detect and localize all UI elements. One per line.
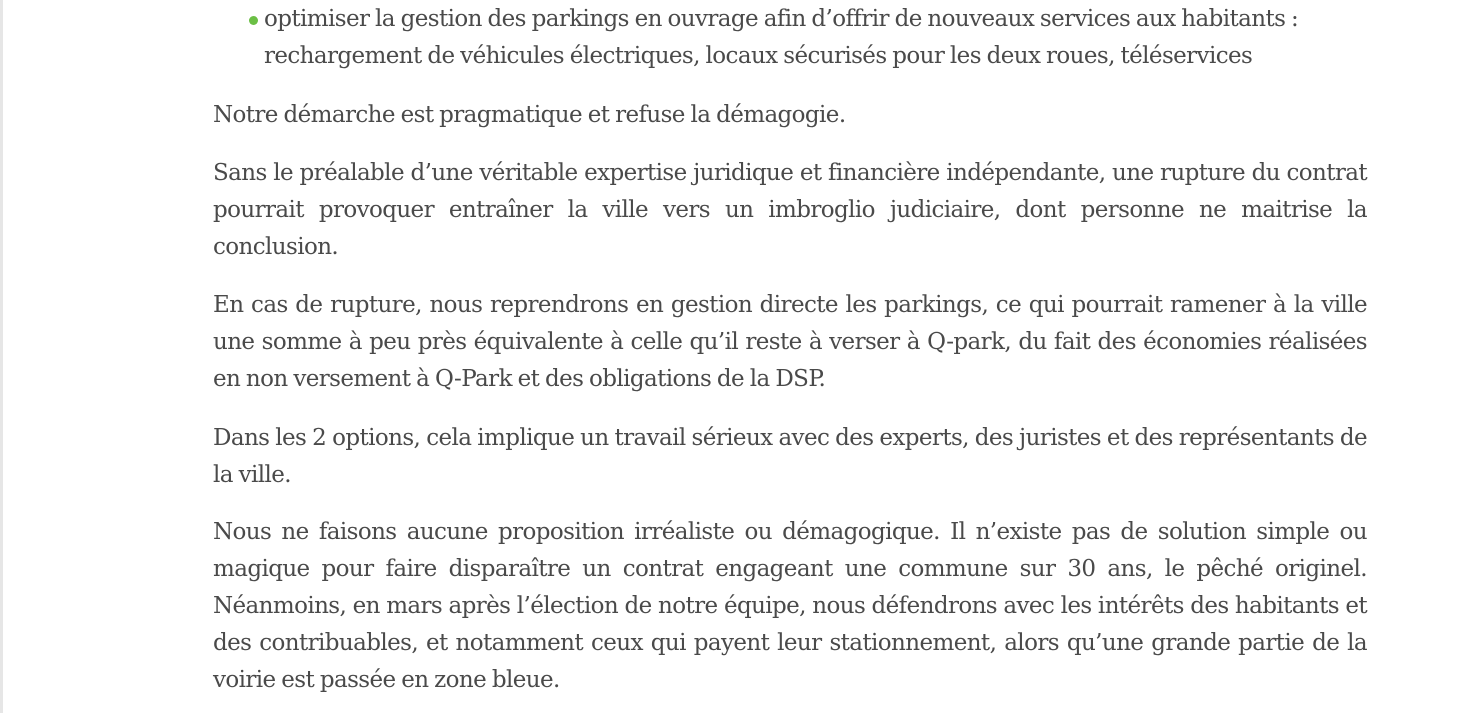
bullet-item-parking-services xyxy=(246,1,1367,75)
paragraph-direct-management: En cas de rupture, nous reprendrons en gestion directe les parkings, ce qui pourrait ramener à la ville une somme à peu près équivalente à celle qu’il reste à verser à Q-park, du fait des économies réalisées en non versement à Q-Park et des obligations de la DSP. xyxy=(213,292,1367,392)
bullet-text: optimiser la gestion des parkings en ouvrage afin d’offrir de nouveaux services aux habitants : rechargement de véhicules électriques, locaux sécurisés pour les deux roues, téléservices xyxy=(264,6,1299,69)
paragraph-approach: Notre démarche est pragmatique et refuse la démagogie. xyxy=(213,102,846,128)
paragraph-legal-expertise: Sans le préalable d’une véritable expertise juridique et financière indépendante, une rupture du contrat pourrait provoquer entraîner la ville vers un imbroglio judiciaire, dont personne ne maitrise la conclusion. xyxy=(213,160,1367,260)
page-left-border xyxy=(0,0,3,713)
bullet-dot-icon xyxy=(249,16,258,25)
paragraph-commitment: Nous ne faisons aucune proposition irréaliste ou démagogique. Il n’existe pas de solution simple ou magique pour faire disparaître un contrat engageant une commune sur 30 ans, le pêché originel. Néanmoins, en mars après l’élection de notre équipe, nous défendrons avec les intérêts des habitants et des contribuables, et notamment ceux qui payent leur stationnement, alors qu’une grande partie de la voirie est passée en zone bleue. xyxy=(213,519,1367,693)
paragraph-options: Dans les 2 options, cela implique un travail sérieux avec des experts, des juristes et des représentants de la ville. xyxy=(213,425,1367,488)
bullet-list xyxy=(246,1,1367,75)
